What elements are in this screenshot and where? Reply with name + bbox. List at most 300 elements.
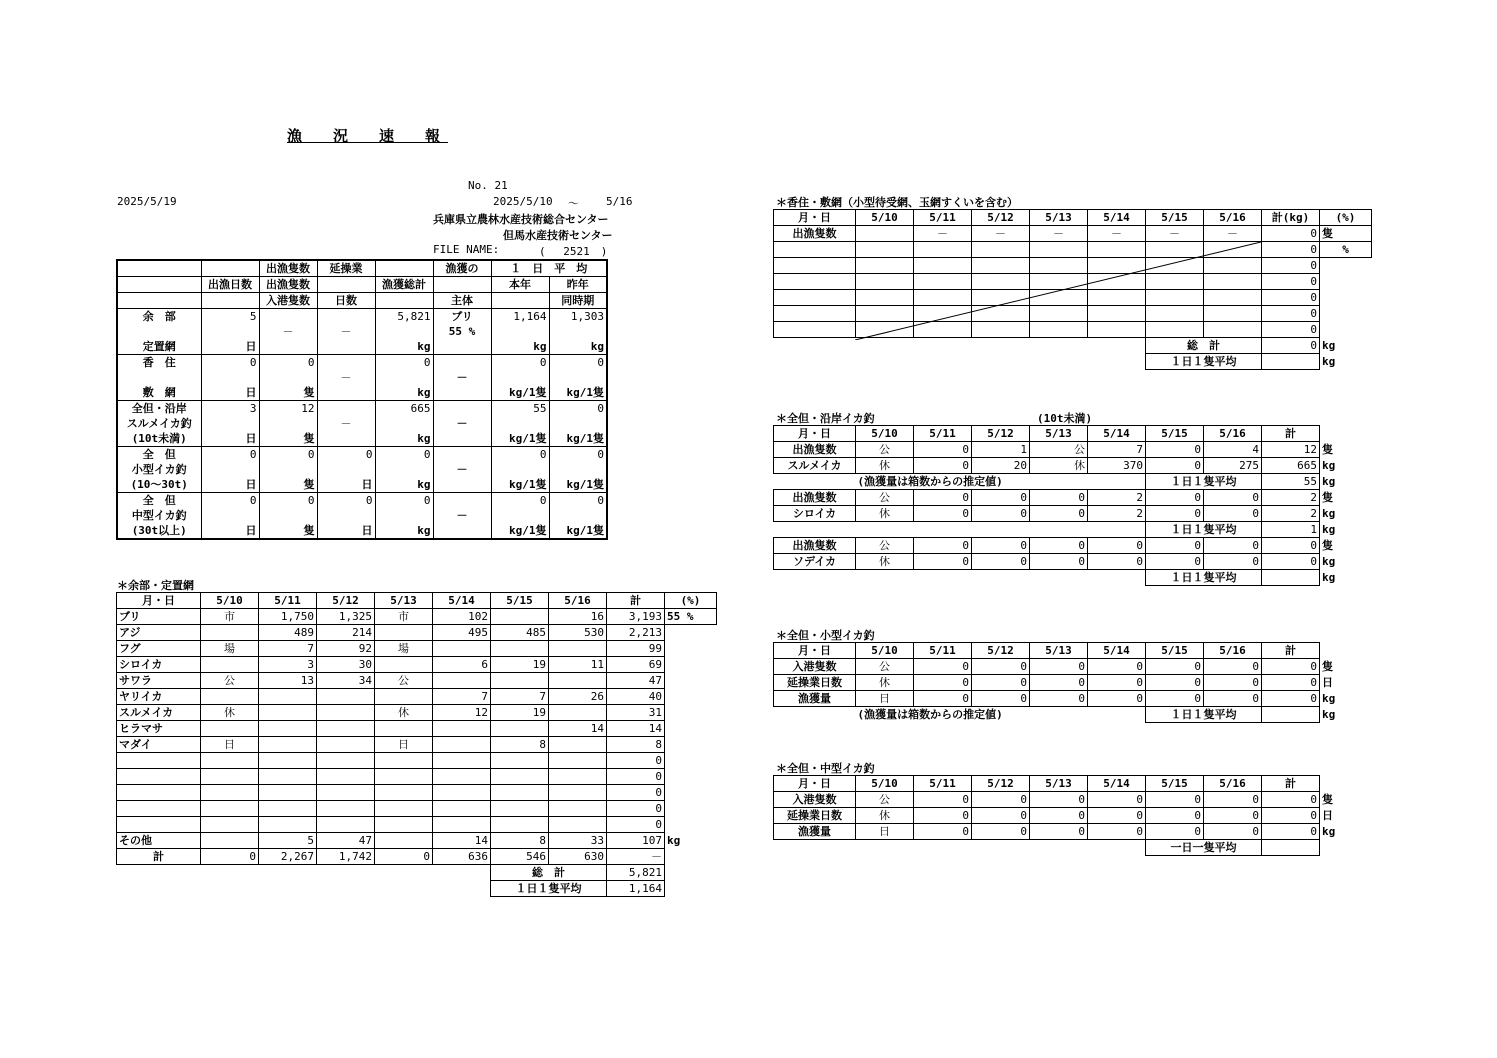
avg-row: [774, 570, 1364, 586]
summary-cell: [491, 416, 549, 431]
teichi-row-label: 計: [117, 849, 201, 865]
summary-row-label: (30t以上): [117, 523, 201, 539]
summary-header-cell: [117, 277, 201, 293]
summary-cell: 0: [201, 355, 259, 371]
unit-cell: kg: [1322, 571, 1336, 584]
teichi-cell: [665, 753, 717, 769]
note-text: [856, 522, 1146, 538]
teichi-cell: [317, 785, 375, 801]
kasumi-pct-cell: [1320, 290, 1372, 306]
teichi-cell: [549, 737, 607, 753]
summary-cell: 1,303: [549, 309, 607, 325]
teichi-cell: 3,193: [607, 609, 665, 625]
kasumi-header-cell: 5/16: [1204, 210, 1262, 226]
engan-header-row: [774, 426, 1364, 442]
summary-header-cell: [117, 293, 201, 309]
teichi-cell: 34: [317, 673, 375, 689]
summary-cell: [491, 462, 549, 477]
summary-cell: kg/1隻: [491, 477, 549, 493]
teichi-header-cell: 5/16: [549, 593, 607, 609]
summary-cell: 55 %: [433, 324, 491, 339]
teichi-row-label: [117, 769, 201, 785]
teichi-cell: 7: [433, 689, 491, 705]
teichi-cell: [491, 609, 549, 625]
summary-row-label: 敷 網: [117, 385, 201, 401]
teichi-row-label: ヒラマサ: [117, 721, 201, 737]
teichi-cell: 1,750: [259, 609, 317, 625]
avg-value: [1262, 840, 1320, 856]
summary-cell: [317, 508, 375, 523]
teichi-header-cell: 5/10: [201, 593, 259, 609]
summary-row-label: 香 住: [117, 355, 201, 371]
engan-row: [774, 554, 1364, 570]
kogata-header-row: [774, 643, 1364, 659]
kogata-cell: 0: [914, 675, 972, 691]
kogata-row-label: 延操業日数: [774, 675, 856, 691]
spacer-cell: [972, 354, 1030, 370]
teichi-cell: 92: [317, 641, 375, 657]
chugata-cell: 0: [972, 792, 1030, 808]
chugata-row-label: 漁獲量: [774, 824, 856, 840]
table-row: [117, 753, 717, 769]
teichi-cell: 3: [259, 657, 317, 673]
summary-cell: －: [433, 370, 491, 385]
teichi-cell: [375, 833, 433, 849]
summary-data-row: [117, 493, 607, 509]
teichi-cell: 1,325: [317, 609, 375, 625]
teichi-cell: [549, 769, 607, 785]
engan-cell: kg: [1322, 555, 1336, 568]
teichi-row-label: ヤリイカ: [117, 689, 201, 705]
teichi-cell: [317, 737, 375, 753]
teichi-cell: 630: [549, 849, 607, 865]
kasumi-header-cell: 計(kg): [1262, 210, 1320, 226]
kogata-header-cell: 5/10: [856, 643, 914, 659]
chugata-table: [773, 775, 1364, 856]
summary-cell: kg: [375, 523, 433, 539]
summary-cell: 55: [491, 401, 549, 417]
teichi-cell: [317, 801, 375, 817]
kasumi-sum-cell: 0: [1262, 322, 1320, 338]
spacer-cell: [774, 570, 856, 586]
engan-caption-note: (10t未満): [1037, 412, 1093, 425]
engan-cell: 0: [1204, 538, 1262, 554]
engan-cell: 0: [1204, 506, 1262, 522]
kogata-cell: 0: [1204, 675, 1262, 691]
summary-cell: [317, 385, 375, 401]
summary-cell: [201, 462, 259, 477]
kasumi-sum-cell: 0: [1262, 258, 1320, 274]
engan-header-cell: 5/14: [1088, 426, 1146, 442]
chugata-cell: kg: [1322, 825, 1336, 838]
chugata-header-cell: 5/13: [1030, 776, 1088, 792]
engan-cell: kg: [1322, 459, 1336, 472]
chugata-header-cell: 計: [1262, 776, 1320, 792]
teichi-cell: [433, 817, 491, 833]
teichi-cell: 489: [259, 625, 317, 641]
kogata-cell: 0: [1146, 691, 1204, 707]
teichi-cell: 99: [607, 641, 665, 657]
kogata-header-cell: 5/12: [972, 643, 1030, 659]
chugata-cell: 0: [1204, 824, 1262, 840]
chugata-cell: 0: [914, 792, 972, 808]
summary-cell: ブリ: [433, 309, 491, 325]
teichi-cell: [317, 705, 375, 721]
summary-cell: kg/1隻: [549, 431, 607, 447]
kasumi-cell: 出漁隻数: [774, 226, 856, 242]
summary-cell: [201, 370, 259, 385]
kogata-cell: 0: [1030, 691, 1088, 707]
chugata-cell: 0: [1030, 824, 1088, 840]
teichi-cell: 6: [433, 657, 491, 673]
teichi-cell: [665, 705, 717, 721]
engan-cell: 隻: [1322, 443, 1333, 456]
teichi-cell: [375, 657, 433, 673]
kogata-row: [774, 691, 1364, 707]
kasumi-pct-cell: [1320, 322, 1372, 338]
teichi-cell: [549, 641, 607, 657]
chugata-cell: 0: [1088, 824, 1146, 840]
teichi-cell: 7: [259, 641, 317, 657]
engan-cell: 0: [914, 442, 972, 458]
engan-cell: 休: [856, 554, 914, 570]
spacer-cell: [856, 354, 914, 370]
teichi-cell: 19: [491, 705, 549, 721]
summary-cell: kg/1隻: [549, 477, 607, 493]
teichi-cell: [665, 737, 717, 753]
engan-cell: 4: [1204, 442, 1262, 458]
note-text: [856, 840, 1146, 856]
summary-cell: 隻: [259, 477, 317, 493]
spacer-cell: [774, 338, 856, 354]
kogata-header-cell: 計: [1262, 643, 1320, 659]
summary-cell: [549, 324, 607, 339]
summary-cell: 0: [317, 493, 375, 509]
summary-cell: kg: [375, 385, 433, 401]
spacer-cell: [433, 865, 491, 881]
teichi-cell: 102: [433, 609, 491, 625]
teichi-cell: 19: [491, 657, 549, 673]
spacer-cell: [1320, 776, 1364, 792]
summary-header-cell: [317, 277, 375, 293]
chugata-row: [774, 824, 1364, 840]
teichi-cell: 69: [607, 657, 665, 673]
teichi-cell: [491, 753, 549, 769]
teichi-row-label: サワラ: [117, 673, 201, 689]
kogata-cell: 0: [972, 691, 1030, 707]
summary-cell: [491, 508, 549, 523]
chugata-cell: 公: [856, 792, 914, 808]
engan-cell: 7: [1088, 442, 1146, 458]
engan-row-label: 出漁隻数: [774, 442, 856, 458]
engan-header-cell: 5/15: [1146, 426, 1204, 442]
summary-data-row: [117, 385, 607, 401]
kasumi-boats-row: [774, 226, 1372, 242]
spacer-cell: [774, 707, 856, 723]
summary-header-cell: [201, 293, 259, 309]
summary-cell: 隻: [259, 385, 317, 401]
engan-cell: 2: [1262, 506, 1320, 522]
engan-row: [774, 506, 1364, 522]
avg-label: 一日一隻平均: [1146, 840, 1262, 856]
kogata-cell: 0: [972, 675, 1030, 691]
summary-cell: [375, 370, 433, 385]
teichi-header-cell: 5/15: [491, 593, 549, 609]
spacer-cell: [201, 865, 259, 881]
summary-cell: [317, 355, 375, 371]
engan-cell: 665: [1262, 458, 1320, 474]
summary-cell: 隻: [259, 431, 317, 447]
summary-header-cell: [375, 293, 433, 309]
kasumi-sum-cell: 0: [1262, 274, 1320, 290]
kogata-cell: 0: [972, 659, 1030, 675]
summary-cell: －: [433, 462, 491, 477]
spacer-cell: [774, 840, 856, 856]
summary-header-cell: [375, 260, 433, 277]
teichi-grand-row: [117, 865, 717, 881]
chugata-cell: 0: [1262, 808, 1320, 824]
teichi-cell: [433, 785, 491, 801]
table-row: [117, 849, 717, 865]
summary-cell: [549, 416, 607, 431]
summary-cell: 0: [491, 355, 549, 371]
summary-header-cell: 出漁隻数: [259, 260, 317, 277]
summary-cell: [375, 324, 433, 339]
teichi-cell: [259, 753, 317, 769]
unit-cell: kg: [1322, 475, 1336, 488]
summary-cell: kg: [375, 339, 433, 355]
kasumi-cell: －: [1088, 226, 1146, 242]
avg-value: 1: [1262, 522, 1320, 538]
summary-data-row: [117, 462, 607, 477]
chugata-header-cell: 5/16: [1204, 776, 1262, 792]
summary-data-row: [117, 355, 607, 371]
engan-table: [773, 425, 1364, 586]
engan-cell: 12: [1262, 442, 1320, 458]
chugata-cell: 休: [856, 808, 914, 824]
chugata-cell: 0: [1030, 792, 1088, 808]
teichi-cell: [491, 721, 549, 737]
avg-label: １日１隻平均: [491, 881, 607, 897]
teichi-row-label: その他: [117, 833, 201, 849]
summary-header-cell: 漁獲の: [433, 260, 491, 277]
kogata-header-cell: 5/15: [1146, 643, 1204, 659]
teichi-row-label: アジ: [117, 625, 201, 641]
chugata-cell: 0: [914, 808, 972, 824]
kasumi-cell: －: [1204, 226, 1262, 242]
summary-cell: [201, 324, 259, 339]
teichi-cell: 日: [201, 737, 259, 753]
kogata-row: [774, 675, 1364, 691]
summary-row-label: スルメイカ釣: [117, 416, 201, 431]
summary-data-row: [117, 401, 607, 417]
kasumi-cell: －: [1146, 226, 1204, 242]
chugata-header-cell: 5/15: [1146, 776, 1204, 792]
teichi-cell: 8: [491, 737, 549, 753]
kasumi-cell: [774, 274, 856, 290]
summary-cell: 日: [201, 477, 259, 493]
grand-total-value: 0: [1262, 338, 1320, 354]
kasumi-sum-cell: 0: [1262, 242, 1320, 258]
summary-header-row: [117, 260, 607, 277]
summary-row-label: 余 部: [117, 309, 201, 325]
kasumi-header-cell: 5/14: [1088, 210, 1146, 226]
teichi-cell: 7: [491, 689, 549, 705]
chugata-header-cell: 5/10: [856, 776, 914, 792]
teichi-cell: [491, 801, 549, 817]
summary-cell: 0: [201, 447, 259, 463]
kogata-cell: 0: [1204, 659, 1262, 675]
teichi-cell: [549, 673, 607, 689]
spacer-cell: [665, 865, 717, 881]
summary-data-row: [117, 477, 607, 493]
summary-row-label: 全 但: [117, 447, 201, 463]
teichi-cell: [201, 833, 259, 849]
table-row: [117, 641, 717, 657]
teichi-cell: [375, 785, 433, 801]
engan-cell: 0: [1204, 490, 1262, 506]
table-row: [117, 705, 717, 721]
teichi-cell: [665, 801, 717, 817]
engan-cell: 0: [1146, 554, 1204, 570]
kasumi-cell: 0: [1262, 226, 1320, 242]
teichi-cell: 場: [201, 641, 259, 657]
chugata-cell: 日: [856, 824, 914, 840]
table-row: [117, 721, 717, 737]
summary-data-row: [117, 431, 607, 447]
summary-row-label: 全 但: [117, 493, 201, 509]
kogata-cell: 日: [856, 691, 914, 707]
chugata-cell: 隻: [1322, 793, 1333, 806]
chugata-header-row: [774, 776, 1364, 792]
summary-cell: [433, 523, 491, 539]
chugata-row: [774, 808, 1364, 824]
summary-cell: 3: [201, 401, 259, 417]
engan-header-cell: 5/10: [856, 426, 914, 442]
summary-cell: 日: [201, 385, 259, 401]
table-row: [117, 737, 717, 753]
teichi-cell: 546: [491, 849, 549, 865]
kogata-cell: 0: [914, 691, 972, 707]
kasumi-cell: [774, 306, 856, 322]
summary-cell: [433, 355, 491, 371]
teichi-cell: [491, 785, 549, 801]
summary-cell: [433, 477, 491, 493]
teichi-cell: [665, 673, 717, 689]
summary-cell: 0: [549, 401, 607, 417]
teichi-cell: [491, 641, 549, 657]
summary-row-label: 中型イカ釣: [117, 508, 201, 523]
teichi-cell: 13: [259, 673, 317, 689]
engan-cell: 275: [1204, 458, 1262, 474]
avg-label: １日１隻平均: [1146, 570, 1262, 586]
teichi-cell: 0: [607, 817, 665, 833]
kogata-cell: 0: [1146, 675, 1204, 691]
summary-cell: [549, 370, 607, 385]
org-name-2: 但馬水産技術センター: [503, 229, 613, 242]
teichi-cell: 1,742: [317, 849, 375, 865]
kasumi-cell: －: [972, 226, 1030, 242]
summary-cell: [317, 401, 375, 417]
teichi-cell: kg: [667, 834, 681, 847]
engan-cell: 1: [972, 442, 1030, 458]
kogata-header-cell: 5/16: [1204, 643, 1262, 659]
spacer-cell: [117, 881, 201, 897]
teichi-row-label: フグ: [117, 641, 201, 657]
summary-header-cell: [117, 260, 201, 277]
avg-row: [774, 707, 1364, 723]
unit-cell: kg: [1322, 339, 1336, 352]
teichi-cell: [201, 625, 259, 641]
table-row: [117, 609, 717, 625]
teichi-cell: 14: [433, 833, 491, 849]
avg-label: １日１隻平均: [1146, 354, 1262, 370]
grand-total-label: 総 計: [491, 865, 607, 881]
chugata-cell: 0: [1204, 792, 1262, 808]
teichi-row-label: [117, 817, 201, 833]
chugata-cell: 0: [1030, 808, 1088, 824]
kogata-cell: 0: [1030, 675, 1088, 691]
teichi-cell: [665, 641, 717, 657]
summary-header-cell: 延操業: [317, 260, 375, 277]
chugata-cell: 日: [1322, 809, 1333, 822]
kasumi-cell: [856, 226, 914, 242]
teichi-cell: [665, 785, 717, 801]
summary-cell: [259, 508, 317, 523]
summary-cell: －: [317, 370, 375, 385]
summary-cell: 0: [549, 493, 607, 509]
engan-cell: 公: [856, 490, 914, 506]
chugata-cell: 0: [1262, 824, 1320, 840]
teichi-row-label: ブリ: [117, 609, 201, 625]
teichi-cell: [201, 801, 259, 817]
spacer-cell: [1088, 354, 1146, 370]
note-text: (漁獲量は箱数からの推定値): [857, 475, 1003, 488]
teichi-cell: [665, 689, 717, 705]
engan-cell: 0: [914, 458, 972, 474]
teichi-cell: 30: [317, 657, 375, 673]
teichi-cell: [549, 801, 607, 817]
summary-header-cell: 出漁日数: [201, 277, 259, 293]
spacer-cell: [774, 354, 856, 370]
note-text: [856, 570, 1146, 586]
kasumi-header-cell: 5/13: [1030, 210, 1088, 226]
engan-row-label: ソデイカ: [774, 554, 856, 570]
teichi-table: [116, 592, 717, 897]
summary-cell: 0: [259, 447, 317, 463]
teichi-cell: [433, 801, 491, 817]
summary-cell: [491, 324, 549, 339]
chugata-header-cell: 5/12: [972, 776, 1030, 792]
avg-value: 55: [1262, 474, 1320, 490]
chugata-cell: 0: [1146, 824, 1204, 840]
summary-cell: kg/1隻: [549, 523, 607, 539]
summary-cell: 0: [491, 447, 549, 463]
kogata-cell: 日: [1322, 676, 1333, 689]
summary-cell: 日: [317, 523, 375, 539]
teichi-cell: －: [607, 849, 665, 865]
teichi-cell: 40: [607, 689, 665, 705]
engan-cell: 0: [1030, 506, 1088, 522]
engan-cell: 0: [914, 490, 972, 506]
kasumi-cell: [774, 290, 856, 306]
engan-header-cell: 5/11: [914, 426, 972, 442]
avg-label: １日１隻平均: [1146, 707, 1262, 723]
engan-cell: 0: [1030, 490, 1088, 506]
teichi-cell: [491, 769, 549, 785]
summary-cell: [433, 493, 491, 509]
engan-row: [774, 490, 1364, 506]
